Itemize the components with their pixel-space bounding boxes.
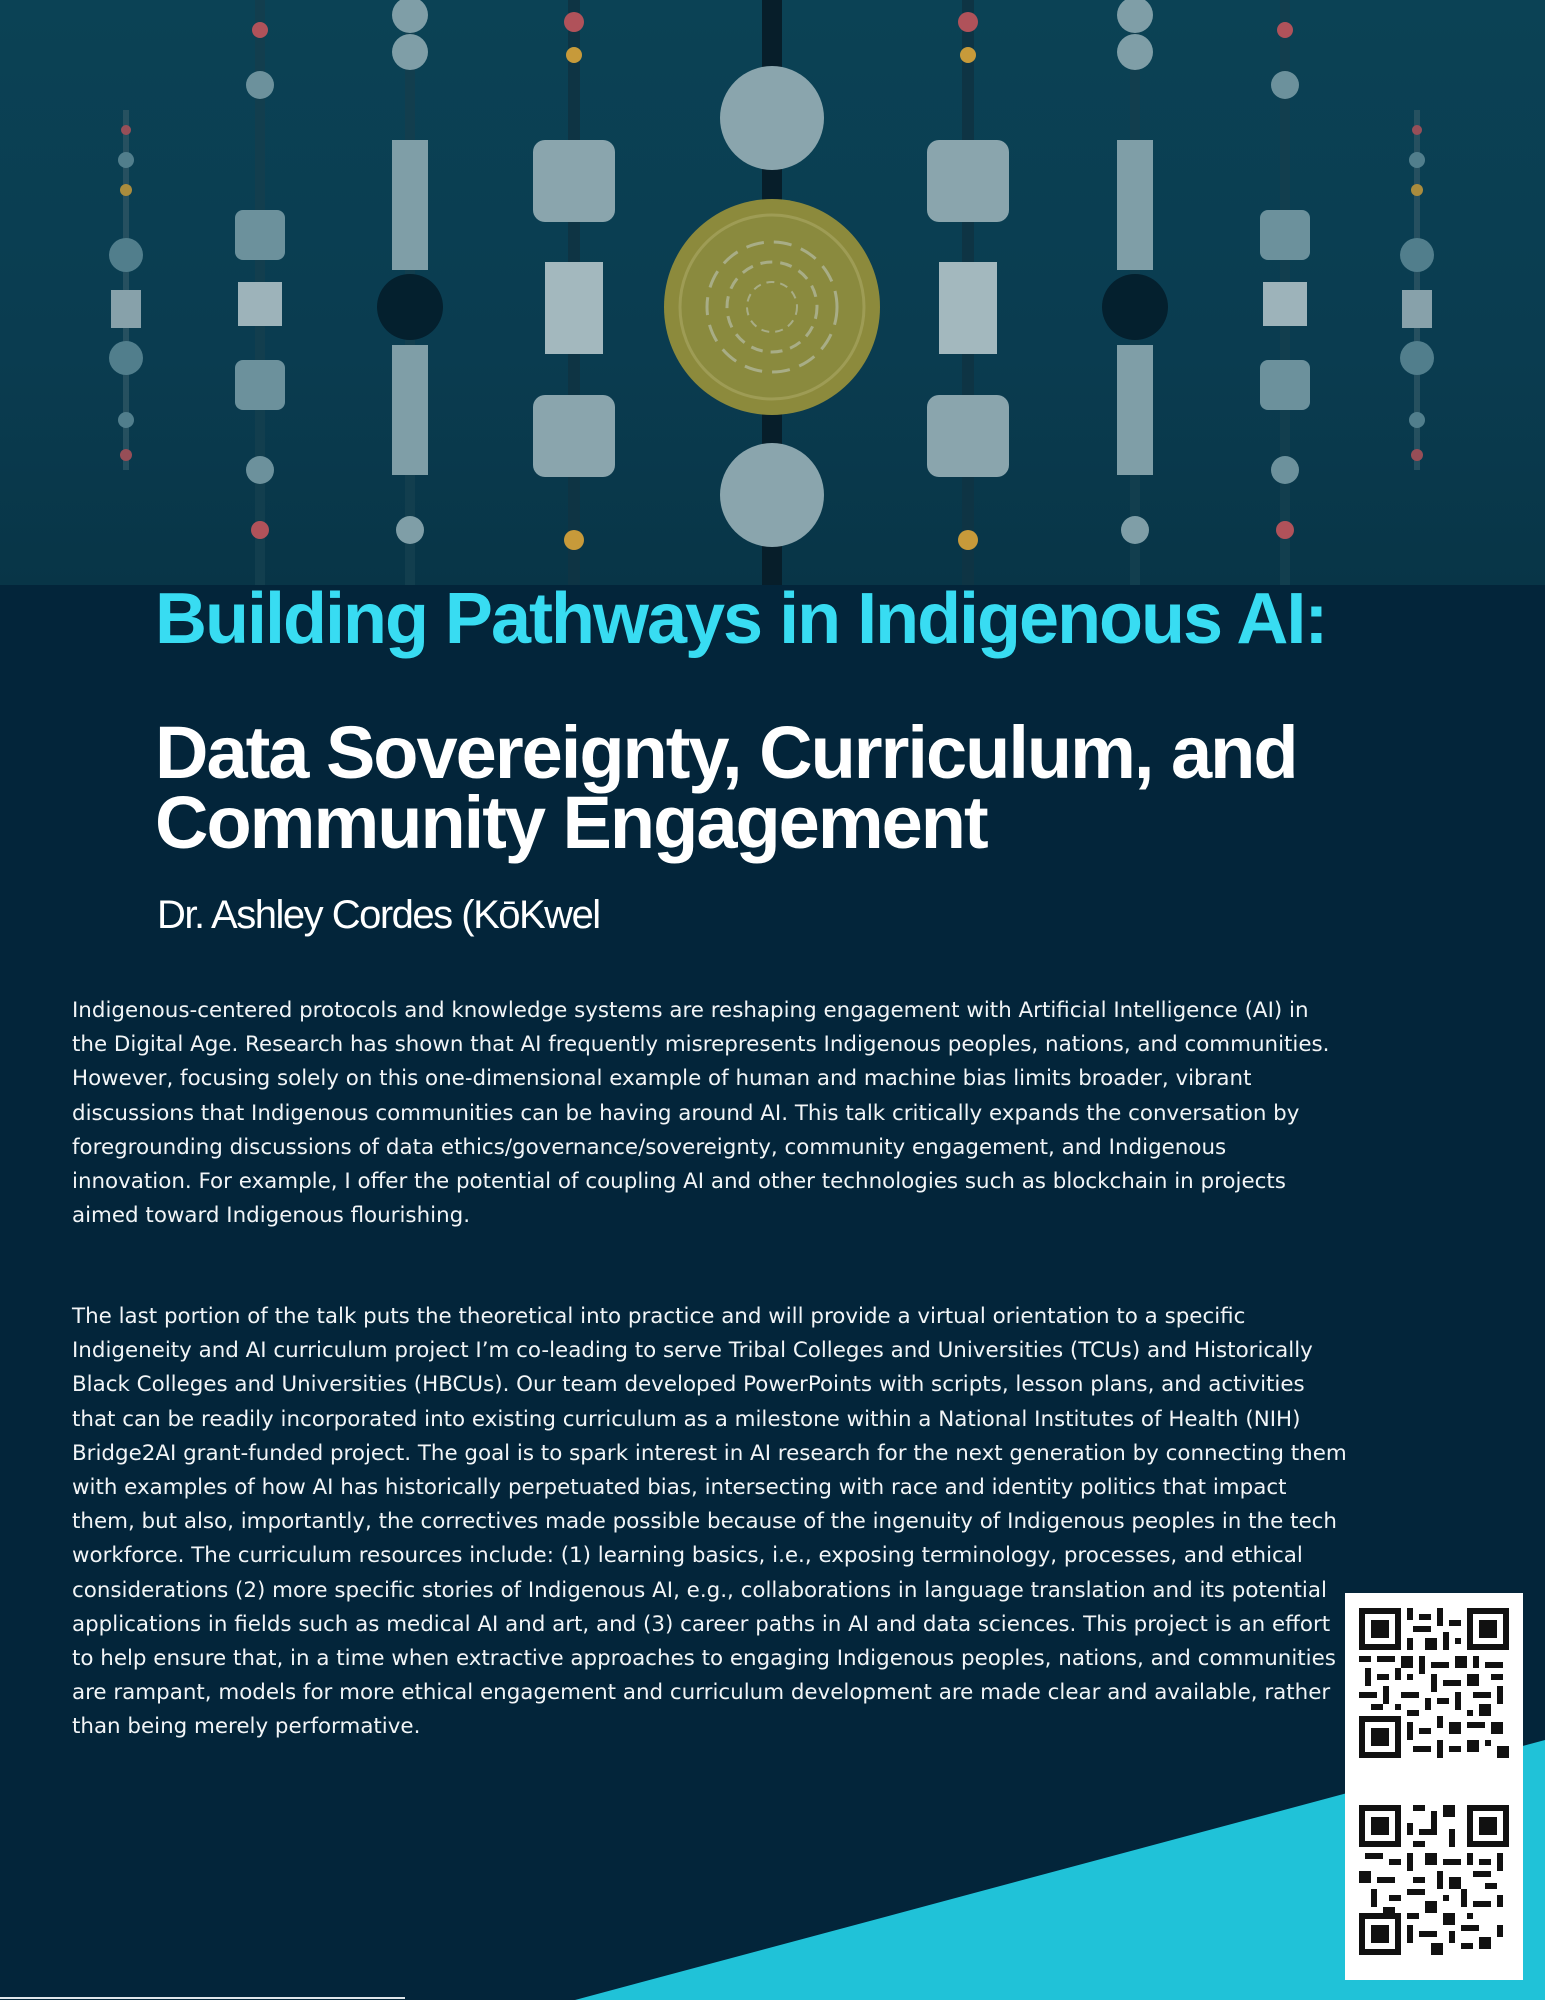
body-paragraph: Indigenous-centered protocols and knowledge systems are reshaping engagement with Artificial Intelligence (AI) in the Digital Age. Research has shown that AI frequently misrepresents Indigenous peoples, nations, and communities. However, focusing solely on this one-dimensional example of human and machine bias limits broader, vibrant discussions that Indigenous communities can be having around AI. This talk critically expands the conversation by foregrounding discussions of data ethics/governance/sovereignty, community engagement, and Indigenous innovation. For example, I offer the potential of coupling AI and other technologies such as blockchain in projects aimed toward Indigenous flourishing. [72, 998, 1330, 1229]
body-paragraph: The last portion of the talk puts the theoretical into practice and will provide a virtual orientation to a specific Indigeneity and AI curriculum project I’m co-leading to serve Tribal Colleges and Universities (TCUs) and Historically Black Colleges and Universities (HBCUs). Our team developed PowerPoints with scripts, lesson plans, and activities that can be readily incorporated into existing curriculum as a milestone within a National Institutes of Health (NIH) Bridge2AI grant-funded project. The goal is to spark interest in AI research for the next generation by connecting them with examples of how AI has historically perpetuated bias, intersecting with race and identity politics that impact them, but also, importantly, the correctives made possible because of the ingenuity of Indigenous peoples in the tech workforce. The curriculum resources include: (1) learning basics, i.e., exposing terminology, processes, and ethical considerations (2) more specific stories of Indigenous AI, e.g., collaborations in language translation and its potential applications in fields such as medical AI and art, and (3) career paths in AI and data sciences. This project is an effort to help ensure that, in a time when extractive approaches to engaging Indigenous peoples, nations, and communities are rampant, models for more ethical engagement and curriculum development are made clear and available, rather than being merely performative. [72, 1304, 1347, 1740]
qr-code-icon[interactable] [1359, 1608, 1509, 1758]
qr-code-panel [1345, 1593, 1523, 1980]
page-title: Data Sovereignty, Curriculum, and Community Engagement [155, 711, 1297, 864]
footer-divider [0, 1997, 405, 1999]
page-title-accent: Building Pathways in Indigenous AI: [155, 579, 1327, 659]
author-name: Dr. Ashley Cordes (KōKwel [157, 893, 600, 937]
qr-code-icon[interactable] [1359, 1805, 1509, 1955]
